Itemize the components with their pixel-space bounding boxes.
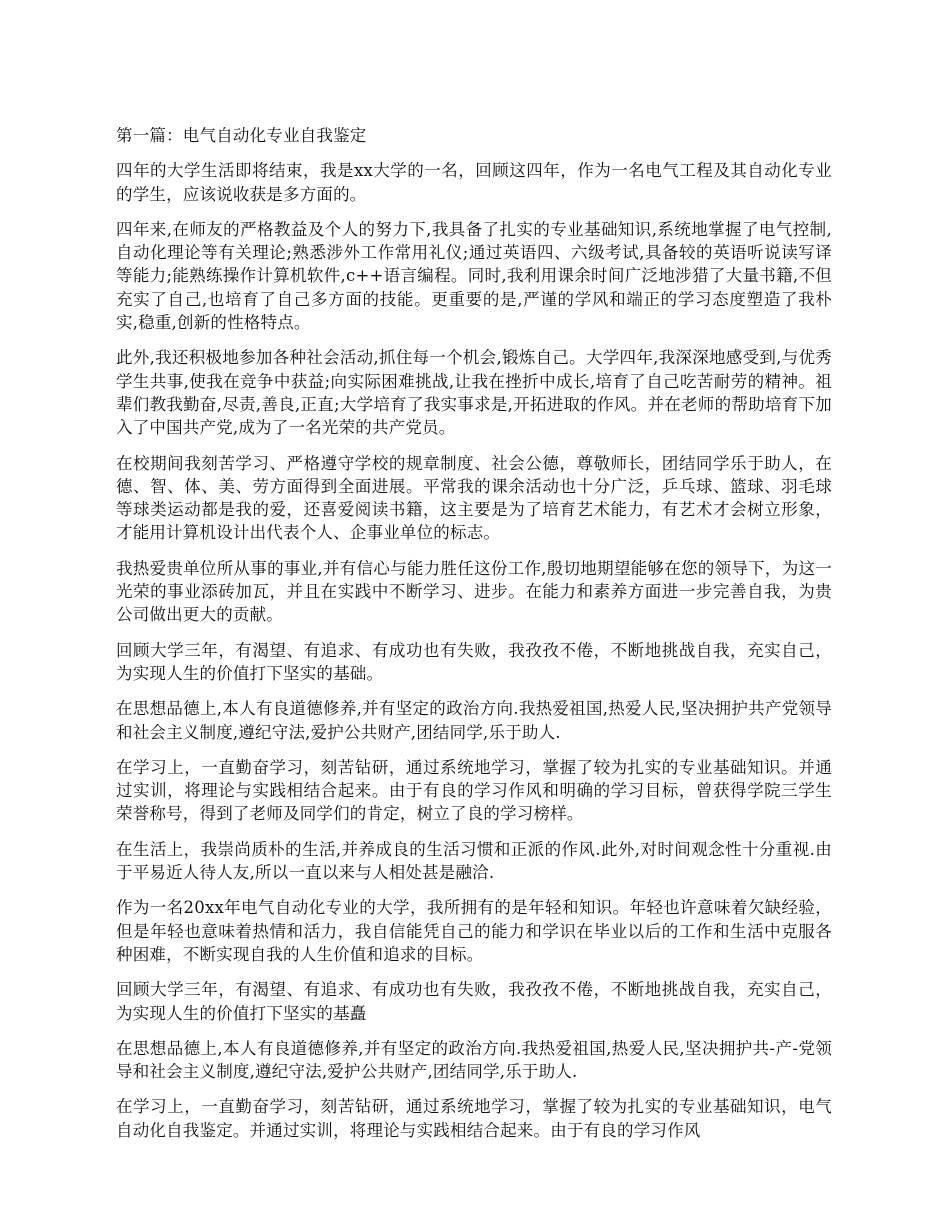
document-body <box>116 124 832 1154</box>
document-title: 第一篇：电气自动化专业自我鉴定 <box>116 126 367 145</box>
paragraph: 作为一名20xx年电气自动化专业的大学，我所拥有的是年轻和知识。年轻也许意味着欠缺经验，但是年轻也意味着热情和活力，我自信能凭自己的能力和学识在毕业以后的工作和生活中克服各种困难，不断实现自我的人生价值和追求的目标。 <box>116 898 832 964</box>
paragraph: 回顾大学三年，有渴望、有追求、有成功也有失败，我孜孜不倦，不断地挑战自我，充实自己，为实现人生的价值打下坚实的基矗 <box>116 980 832 1023</box>
paragraph: 在生活上，我崇尚质朴的生活,并养成良的生活习惯和正派的作风.此外,对时间观念性十分重视.由于平易近人待人友,所以一直以来与人相处甚是融洽. <box>116 839 832 883</box>
paragraph: 我热爱贵单位所从事的事业,并有信心与能力胜任这份工作,殷切地期望能够在您的领导下，为这一光荣的事业添砖加瓦，并且在实践中不断学习、进步。在能力和素养方面进一步完善自我，为贵公司做出更大的贡献。 <box>116 558 832 625</box>
paragraph: 在学习上，一直勤奋学习，刻苦钻研，通过系统地学习，掌握了较为扎实的专业基础知识。并通过实训，将理论与实践相结合起来。由于有良的学习作风和明确的学习目标，曾获得学院三学生荣誉称号，得到了老师及同学们的肯定，树立了良的学习榜样。 <box>116 757 832 824</box>
paragraph: 回顾大学三年，有渴望、有追求、有成功也有失败，我孜孜不倦，不断地挑战自我，充实自己，为实现人生的价值打下坚实的基础。 <box>116 640 832 683</box>
paragraph: 四年的大学生活即将结束，我是xx大学的一名，回顾这四年，作为一名电气工程及其自动化专业的学生，应该说收获是多方面的。 <box>116 161 832 204</box>
paragraph: 四年来,在师友的严格教益及个人的努力下,我具备了扎实的专业基础知识,系统地掌握了电气控制,自动化理论等有关理论;熟悉涉外工作常用礼仪;通过英语四、六级考试,具备较的英语听说读写译等能力;能熟练操作计算机软件,c++语言编程。同时,我利用课余时间广泛地涉猎了大量书籍,不但充实了自己,也培育了自己多方面的技能。更重要的是,严谨的学风和端正的学习态度塑造了我朴实,稳重,创新的性格特点。 <box>116 219 832 333</box>
paragraph: 在学习上，一直勤奋学习，刻苦钻研，通过系统地学习，掌握了较为扎实的专业基础知识，电气自动化自我鉴定。并通过实训，将理论与实践相结合起来。由于有良的学习作风 <box>116 1097 832 1140</box>
paragraph: 在思想品德上,本人有良道德修养,并有坚定的政治方向.我热爱祖国,热爱人民,坚决拥护共-产-党领导和社会主义制度,遵纪守法,爱护公共财产,团结同学,乐于助人. <box>116 1038 832 1082</box>
paragraph: 在思想品德上,本人有良道德修养,并有坚定的政治方向.我热爱祖国,热爱人民,坚决拥护共产党领导和社会主义制度,遵纪守法,爱护公共财产,团结同学,乐于助人. <box>116 699 832 742</box>
paragraph: 在校期间我刻苦学习、严格遵守学校的规章制度、社会公德，尊敬师长，团结同学乐于助人，在德、智、体、美、劳方面得到全面进展。平常我的课余活动也十分广泛，乒乓球、篮球、羽毛球等球类运动都是我的爱，还喜爱阅读书籍，这主要是为了培育艺术能力，有艺术才会树立形象，才能用计算机设计出代表个人、企事业单位的标志。 <box>116 453 832 543</box>
paragraph: 此外,我还积极地参加各种社会活动,抓住每一个机会,锻炼自己。大学四年,我深深地感受到,与优秀学生共事,使我在竞争中获益;向实际困难挑战,让我在挫折中成长,培育了自己吃苦耐劳的精神。祖辈们教我勤奋,尽责,善良,正直;大学培育了我实事求是,开拓进取的作风。并在老师的帮助培育下加入了中国共产党,成为了一名光荣的共产党员。 <box>116 348 832 438</box>
